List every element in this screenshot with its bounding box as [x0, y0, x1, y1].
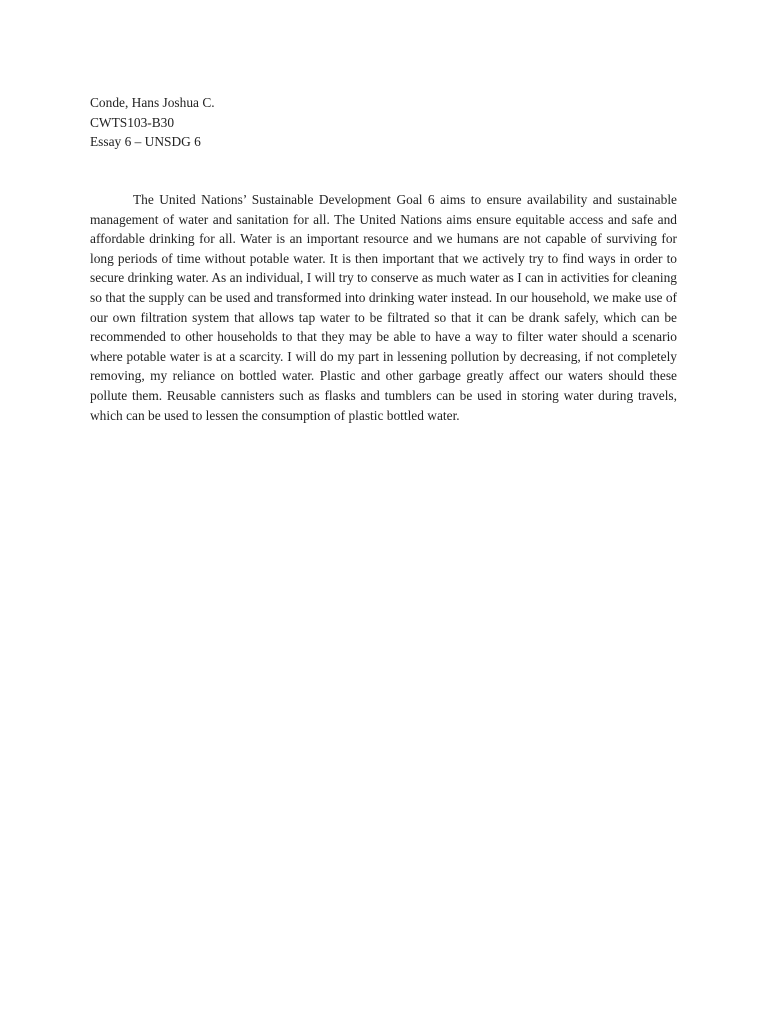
essay-title: Essay 6 – UNSDG 6	[90, 134, 201, 149]
essay-paragraph: The United Nations’ Sustainable Development Goal 6 aims to ensure availability and sustainable management of water and sanitation for all. The United Nations aims ensure equitable access and safe and affordable drinking for all. Water is an important resource and we humans are not capable of surviving for long periods of time without potable water. It is then important that we actively try to find ways in order to secure drinking water. As an individual, I will try to conserve as much water as I can in activities for cleaning so that the supply can be used and transformed into drinking water instead. In our household, we make use of our own filtration system that allows tap water to be filtrated so that it can be drank safely, which can be recommended to other households to that they may be able to have a way to filter water should a scenario where potable water is at a scarcity. I will do my part in lessening pollution by decreasing, if not completely removing, my reliance on bottled water. Plastic and other garbage greatly affect our waters should these pollute them. Reusable cannisters such as flasks and tumblers can be used in storing water during travels, which can be used to lessen the consumption of plastic bottled water.	[90, 192, 677, 423]
essay-header	[90, 93, 215, 152]
author-name: Conde, Hans Joshua C.	[90, 95, 215, 110]
course-code: CWTS103-B30	[90, 114, 175, 130]
